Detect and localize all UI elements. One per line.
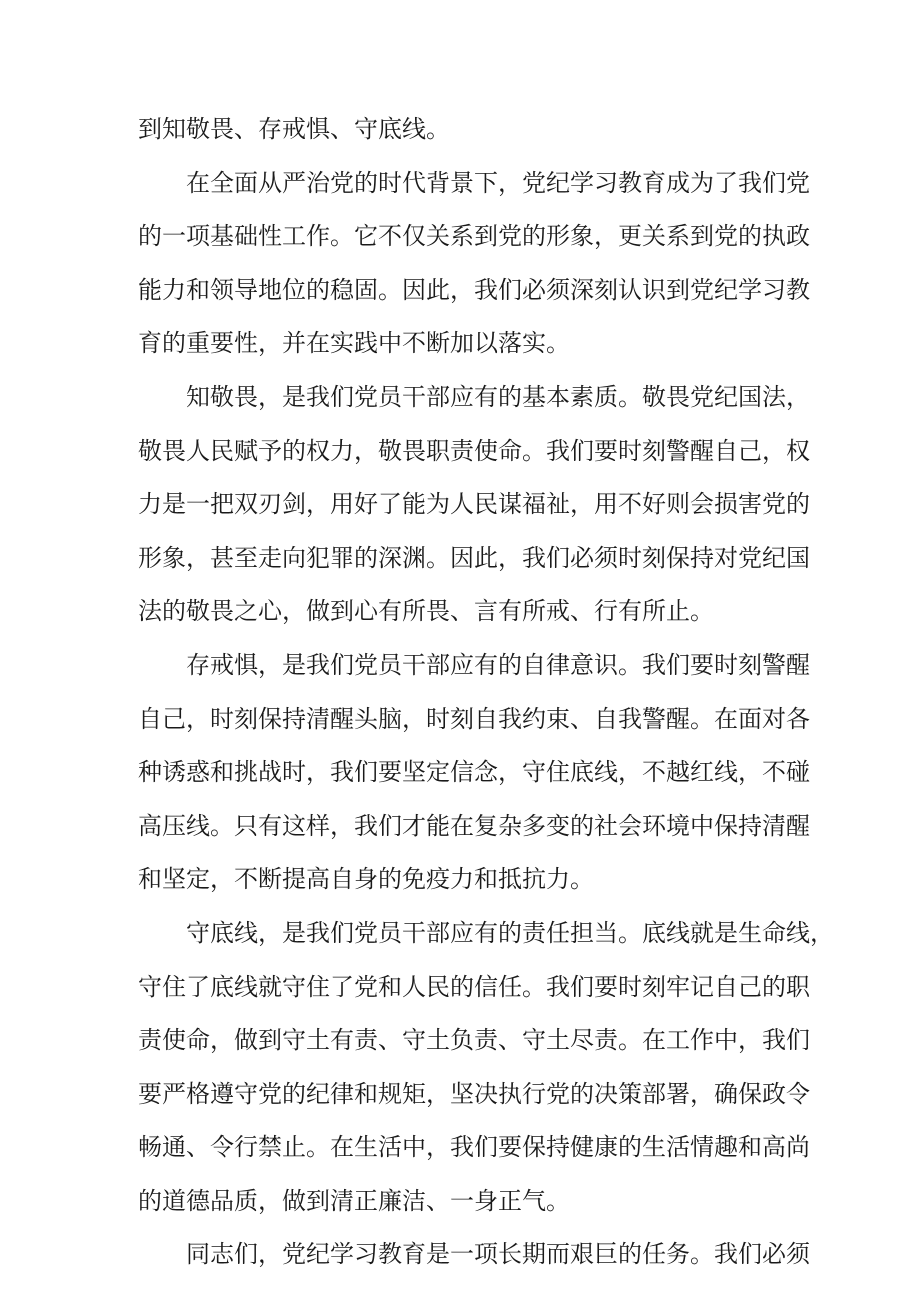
text-line: 形象，甚至走向犯罪的深渊。因此，我们必须时刻保持对党纪国	[138, 543, 810, 572]
text-line: 能力和领导地位的稳固。因此，我们必须深刻认识到党纪学习教	[138, 275, 810, 304]
text-line: 要严格遵守党的纪律和规矩，坚决执行党的决策部署，确保政令	[138, 1079, 810, 1108]
text-line: 力是一把双刃剑，用好了能为人民谋福祉，用不好则会损害党的	[138, 490, 810, 519]
text-line: 育的重要性，并在实践中不断加以落实。	[138, 329, 570, 358]
body-text	[138, 103, 834, 1282]
paragraph-first-line: 在全面从严治党的时代背景下，党纪学习教育成为了我们党	[186, 168, 810, 197]
paragraph-first-line: 同志们，党纪学习教育是一项长期而艰巨的任务。我们必须	[186, 1240, 810, 1269]
text-line: 的一项基础性工作。它不仅关系到党的形象，更关系到党的执政	[138, 222, 810, 251]
text-line: 高压线。只有这样，我们才能在复杂多变的社会环境中保持清醒	[138, 811, 810, 840]
text-line: 到知敬畏、存戒惧、守底线。	[138, 115, 450, 143]
text-line: 敬畏人民赋予的权力，敬畏职责使命。我们要时刻警醒自己，权	[138, 436, 810, 465]
text-line: 和坚定，不断提高自身的免疫力和抵抗力。	[138, 865, 594, 894]
paragraph-first-line: 知敬畏，是我们党员干部应有的基本素质。敬畏党纪国法，	[186, 382, 810, 411]
text-line: 畅通、令行禁止。在生活中，我们要保持健康的生活情趣和高尚	[138, 1133, 810, 1162]
text-line: 种诱惑和挑战时，我们要坚定信念，守住底线，不越红线，不碰	[138, 758, 810, 787]
text-line: 守住了底线就守住了党和人民的信任。我们要时刻牢记自己的职	[138, 972, 810, 1001]
text-line: 法的敬畏之心，做到心有所畏、言有所戒、行有所止。	[138, 597, 714, 626]
paragraph-first-line: 存戒惧，是我们党员干部应有的自律意识。我们要时刻警醒	[186, 650, 810, 679]
text-line: 责使命，做到守土有责、守土负责、守土尽责。在工作中，我们	[138, 1026, 810, 1055]
paragraph-first-line: 守底线，是我们党员干部应有的责任担当。底线就是生命线，	[186, 918, 834, 947]
text-line: 的道德品质，做到清正廉洁、一身正气。	[138, 1186, 570, 1215]
text-line: 自己，时刻保持清醒头脑，时刻自我约束、自我警醒。在面对各	[138, 704, 810, 733]
